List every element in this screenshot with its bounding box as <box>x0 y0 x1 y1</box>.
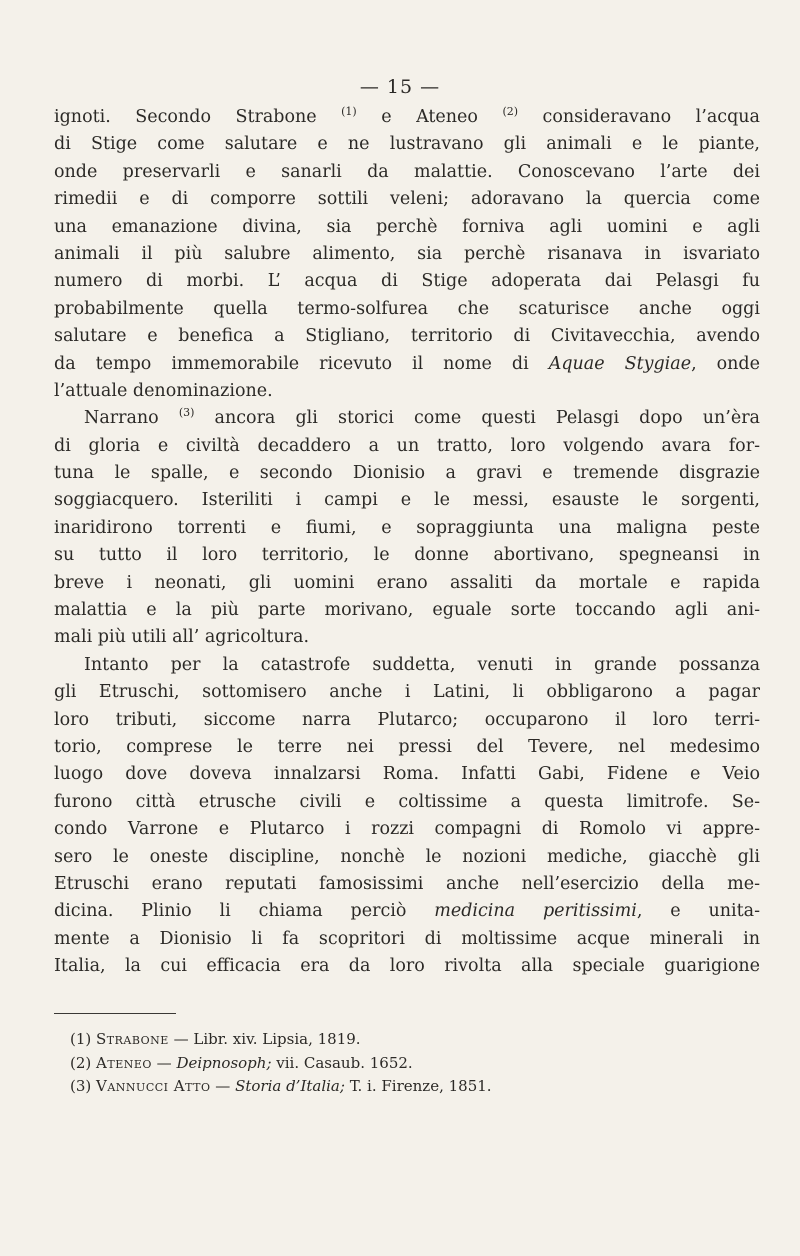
text-line: Etruschi erano reputati famosissimi anche nell’esercizio della me- <box>54 873 760 894</box>
latin-name: Aquae Stygiae <box>548 353 692 374</box>
text-line: soggiacquero. Isteriliti i campi e le messi, esauste le sorgenti, <box>54 490 760 511</box>
text-line: di gloria e civiltà decaddero a un tratto, loro volgendo avara for- <box>54 435 760 456</box>
text-line: rimedii e di comporre sottili veleni; adoravano la quercia come <box>54 189 760 210</box>
text-line: su tutto il loro territorio, le donne abortivano, spegneansi in <box>54 545 760 566</box>
text-line: furono città etrusche civili e coltissime a questa limitrofe. Se- <box>54 791 760 812</box>
footnote: (3) Vannucci Atto — Storia d’Italia; T. i. Firenze, 1851. <box>70 1077 492 1095</box>
text-line: di Stige come salutare e ne lustravano gli animali e le piante, <box>54 134 760 155</box>
footnotes <box>70 1028 760 1099</box>
footnote-ref: (3) <box>178 406 195 420</box>
text-line: inaridirono torrenti e fiumi, e sopraggiunta una maligna peste <box>54 517 760 538</box>
text-line: luogo dove doveva innalzarsi Roma. Infatti Gabi, Fidene e Veio <box>54 764 760 785</box>
text-line: numero di morbi. L’ acqua di Stige adoperata dai Pelasgi fu <box>54 271 760 292</box>
main-text <box>54 104 760 981</box>
text-line: salutare e benefica a Stigliano, territorio di Civitavecchia, avendo <box>54 326 760 347</box>
text-line: gli Etruschi, sottomisero anche i Latini, li obbligarono a pagar <box>54 682 760 703</box>
text-line: animali il più salubre alimento, sia perchè risanava in isvariato <box>54 243 760 264</box>
text-line: onde preservarli e sanarli da malattie. Conoscevano l’arte dei <box>54 161 760 182</box>
text-line: torio, comprese le terre nei pressi del Tevere, nel medesimo <box>54 736 760 757</box>
text-line: ignoti. Secondo Strabone $^{(1)}$ e Ateneo $^{(2)}$ consideravano l’acqua <box>54 105 760 127</box>
text-line: breve i neonati, gli uomini erano assaliti da mortale e rapida <box>54 572 760 593</box>
footnote-ref: (1) <box>341 105 357 118</box>
text-line: loro tributi, siccome narra Plutarco; occuparono il loro terri- <box>54 709 760 730</box>
text-line: Narrano $^{(3)}$ ancora gli storici come questi Pelasgi dopo un’èra <box>84 406 760 429</box>
page-number: — 15 — <box>359 76 441 98</box>
text-line: da tempo immemorabile ricevuto il nome di Aquae Stygiae, onde <box>54 353 760 374</box>
text-line: dicina. Plinio li chiama perciò medicina peritissimi, e unita- <box>54 901 760 922</box>
text-line: Italia, la cui efficacia era da loro rivolta alla speciale guarigione <box>54 956 760 977</box>
text-line: una emanazione divina, sia perchè forniva agli uomini e agli <box>54 216 760 237</box>
footnote-divider <box>54 1013 176 1014</box>
text-line: l’attuale denominazione. <box>54 380 273 401</box>
text-line: probabilmente quella termo-solfurea che scaturisce anche oggi <box>54 298 760 319</box>
text-line: mali più utili all’ agricoltura. <box>54 627 310 648</box>
text-line: Intanto per la catastrofe suddetta, venuti in grande possanza <box>84 654 760 675</box>
footnote: (1) Strabone — Libr. xiv. Lipsia, 1819. <box>70 1030 361 1048</box>
text-line: condo Varrone e Plutarco i rozzi compagni di Romolo vi appre- <box>54 819 760 840</box>
text-line: mente a Dionisio li fa scopritori di moltissime acque minerali in <box>54 928 760 949</box>
footnote-ref: (2) <box>502 105 519 118</box>
text-line: tuna le spalle, e secondo Dionisio a gravi e tremende disgrazie <box>54 463 760 484</box>
latin-quote: medicina peritissimi <box>434 901 637 922</box>
text-line: sero le oneste discipline, nonchè le nozioni mediche, giacchè gli <box>54 846 760 867</box>
footnote: (2) Ateneo — Deipnosoph; vii. Casaub. 1652. <box>70 1053 413 1072</box>
text-line: malattia e la più parte morivano, eguale sorte toccando agli ani- <box>54 600 760 621</box>
